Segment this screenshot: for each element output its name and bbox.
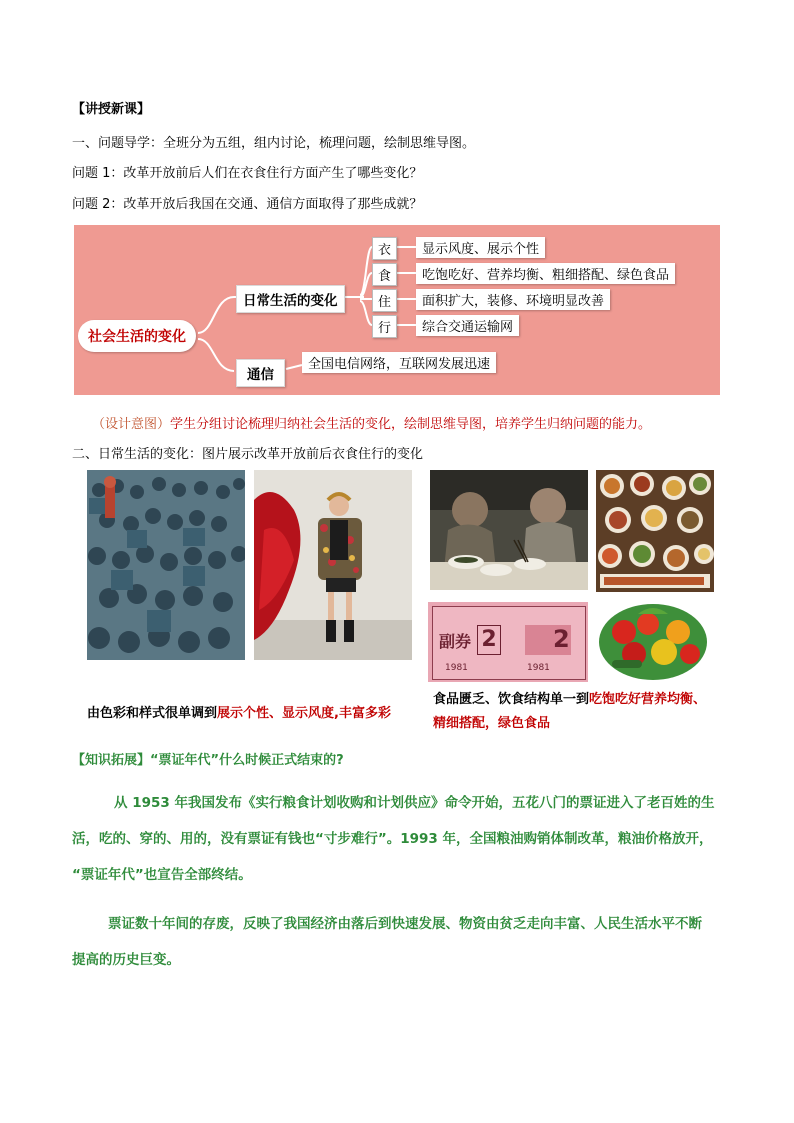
design-intent-text: 学生分组讨论梳理归纳社会生活的变化，绘制思维导图，培养学生归纳问题的能力。 [170, 417, 652, 432]
knowledge-title: 【知识拓展】“票证年代”什么时候正式结束的? [72, 753, 344, 768]
leaf-travel: 综合交通运输网 [416, 315, 519, 336]
caption-food-before: 食品匮乏、饮食结构单一到 [433, 692, 590, 707]
knowledge-p2-line1: 票证数十年间的存废，反映了我国经济由落后到快速发展、物资由贫乏走向丰富、人民生活水平不断 [108, 916, 702, 932]
leaf-housing: 面积扩大，装修、环境明显改善 [416, 289, 610, 310]
caption-food-change-line1 [433, 688, 706, 707]
leaf-communication: 全国电信网络，互联网发展迅速 [302, 352, 496, 373]
category-housing: 住 [372, 289, 397, 312]
ticket-number-right: 2 [553, 625, 570, 653]
leaf-clothing: 显示风度、展示个性 [416, 237, 545, 258]
caption-clothing-after: 展示个性、显示风度,丰富多彩 [217, 706, 391, 721]
photo-modern-fashion [254, 470, 412, 660]
caption-clothing-change [87, 702, 391, 721]
caption-clothing-before: 由色彩和样式很单调到 [87, 706, 218, 721]
knowledge-paragraph-2 [72, 906, 722, 978]
old-meal-illustration [430, 470, 588, 590]
question-2: 问题 2：改革开放后我国在交通、通信方面取得了那些成就？ [72, 197, 423, 212]
connector-root-comm [198, 339, 234, 371]
vegetables-illustration [598, 602, 708, 682]
caption-food-after-2: 精细搭配，绿色食品 [433, 716, 551, 731]
connector-daily-travel [360, 301, 372, 325]
leaf-food: 吃饱吃好、营养均衡、粗细搭配、绿色食品 [416, 263, 675, 284]
category-clothing: 衣 [372, 237, 397, 260]
photo-green-food [598, 602, 708, 682]
mind-map-root: 社会生活的变化 [78, 320, 196, 352]
ticket-number-left: 2 [477, 625, 501, 655]
feast-illustration [596, 470, 714, 592]
part1-heading: 一、问题导学：全班分为五组，组内讨论，梳理问题，绘制思维导图。 [72, 136, 476, 151]
branch-communication: 通信 [236, 359, 285, 387]
photo-old-clothing-crowd [87, 470, 245, 660]
fashion-illustration [254, 470, 412, 660]
design-intent [92, 413, 651, 432]
mind-map [74, 225, 720, 395]
caption-food-after-1: 吃饱吃好营养均衡、 [589, 692, 707, 707]
part2-heading: 二、日常生活的变化：图片展示改革开放前后衣食住行的变化 [72, 447, 424, 462]
ticket-year-left: 1981 [445, 663, 468, 673]
knowledge-p1-line1: 从 1953 年我国发布《实行粮食计划收购和计划供应》命令开始，五花八门的票证进入了老百姓的生 [114, 795, 715, 811]
ticket-year-right: 1981 [527, 663, 550, 673]
crowd-illustration [87, 470, 245, 660]
question-1: 问题 1：改革开放前后人们在衣食住行方面产生了哪些变化？ [72, 166, 423, 181]
knowledge-p1-line3: “票证年代”也宣告全部终结。 [72, 867, 252, 883]
branch-daily-life: 日常生活的变化 [236, 285, 345, 313]
design-intent-prefix: （设计意图） [92, 417, 171, 432]
knowledge-paragraph-1 [72, 785, 722, 893]
section-title: 【讲授新课】 [72, 102, 151, 117]
photo-old-meal [430, 470, 588, 590]
photo-ration-ticket [428, 602, 588, 682]
knowledge-p1-line2: 活，吃的、穿的、用的，没有票证有钱也“寸步难行”。1993 年，全国粮油购销体制改革，粮油价格放开， [72, 831, 713, 847]
connector-comm-leaf [286, 365, 302, 369]
ticket-body [432, 606, 586, 680]
category-food: 食 [372, 263, 397, 286]
ticket-label: 副券 [439, 632, 472, 651]
knowledge-p2-line2: 提高的历史巨变。 [72, 952, 180, 968]
category-travel: 行 [372, 315, 397, 338]
photo-modern-feast [596, 470, 714, 592]
